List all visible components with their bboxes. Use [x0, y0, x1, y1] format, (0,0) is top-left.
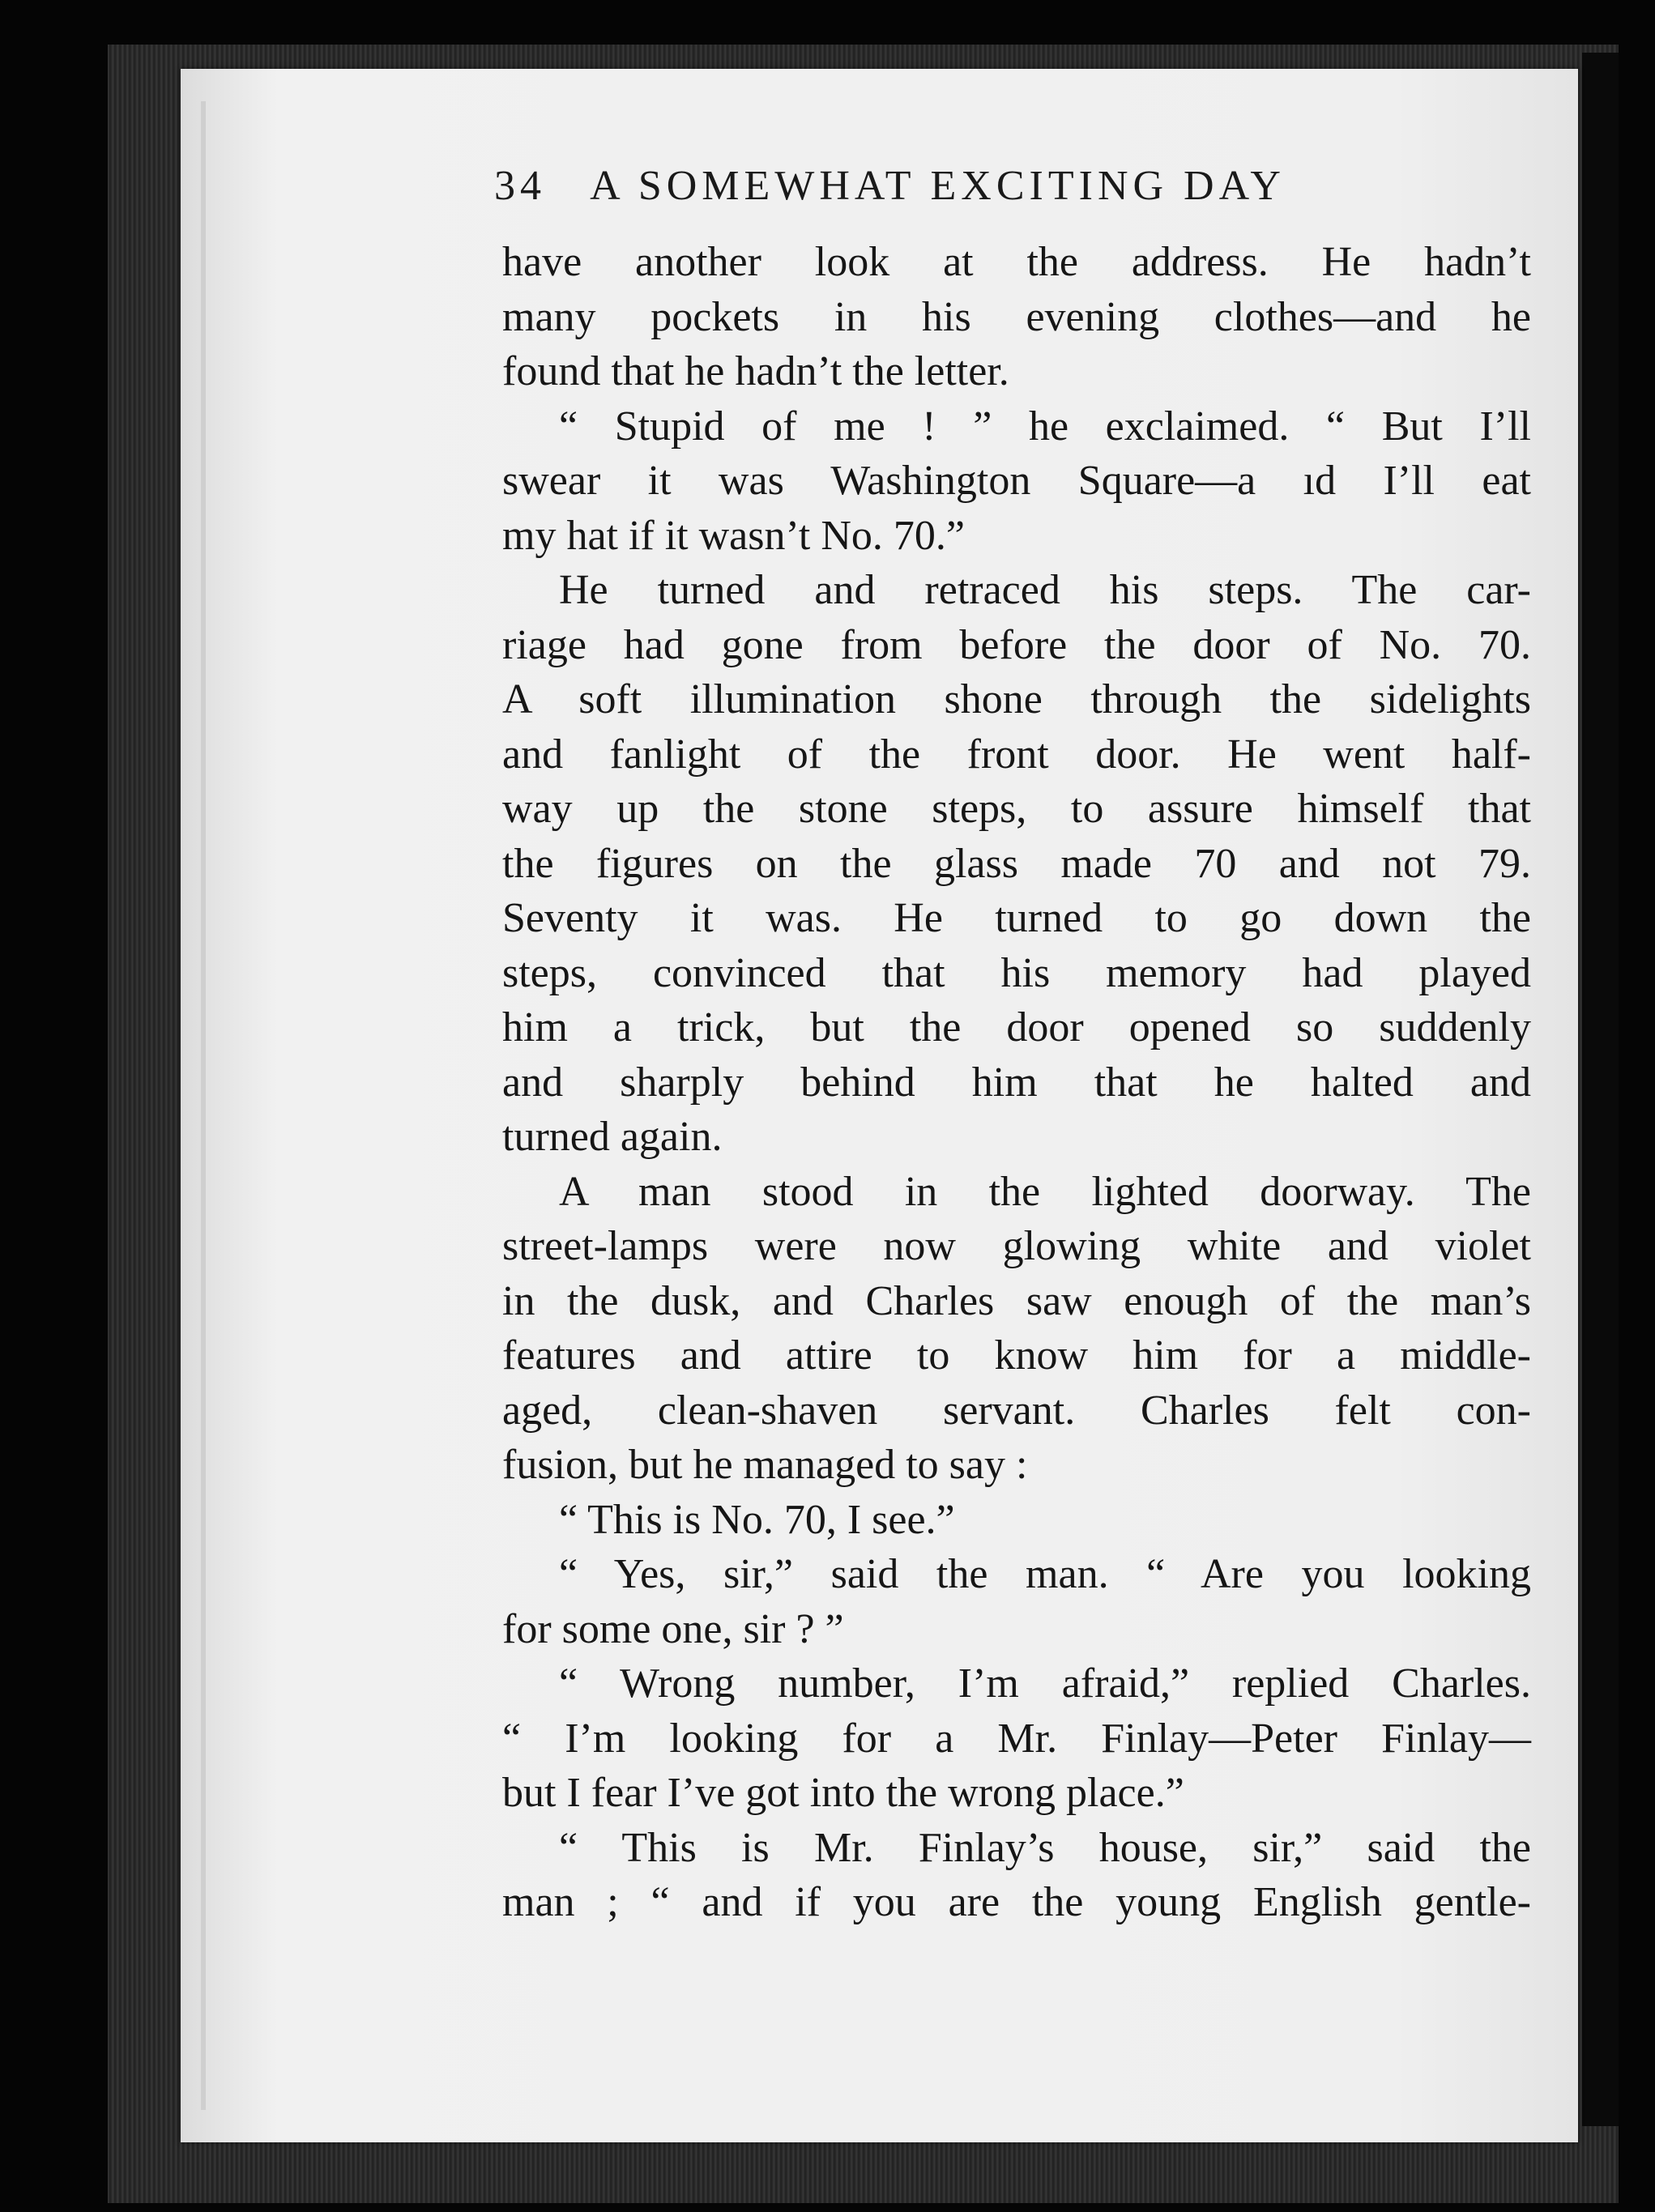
text-line: and sharply behind him that he halted and — [502, 1059, 1531, 1106]
text-line: street-lamps were now glowing white and violet — [502, 1223, 1531, 1269]
text-line: but I fear I’ve got into the wrong place.” — [502, 1770, 1184, 1816]
text-line: steps, convinced that his memory had played — [502, 949, 1531, 996]
text-line: the figures on the glass made 70 and not 79. — [502, 840, 1531, 887]
page-gutter — [201, 101, 206, 2110]
running-title: A SOMEWHAT EXCITING DAY — [590, 163, 1286, 209]
text-line: many pockets in his evening clothes—and he — [502, 293, 1531, 340]
text-line: Seventy it was. He turned to go down the — [502, 895, 1531, 941]
text-line: turned again. — [502, 1114, 723, 1160]
text-line: “ This is No. 70, I see.” — [559, 1496, 955, 1543]
text-line: “ Yes, sir,” said the man. “ Are you looking — [559, 1551, 1531, 1597]
text-line: A soft illumination shone through the sidelights — [502, 676, 1531, 722]
text-line: my hat if it wasn’t No. 70.” — [502, 512, 965, 559]
text-line: have another look at the address. He hadn’t — [502, 239, 1531, 285]
text-line: “ I’m looking for a Mr. Finlay—Peter Finlay— — [502, 1715, 1531, 1762]
text-line: in the dusk, and Charles saw enough of the man’s — [502, 1277, 1531, 1324]
text-line: for some one, sir ? ” — [502, 1605, 844, 1652]
text-line: “ Stupid of me ! ” he exclaimed. “ But I’ll — [559, 403, 1531, 450]
text-line: aged, clean-shaven servant. Charles felt con- — [502, 1387, 1531, 1434]
page-number: 34 — [494, 163, 546, 209]
text-line: found that he hadn’t the letter. — [502, 348, 1009, 394]
running-header — [494, 162, 1286, 210]
text-line: “ This is Mr. Finlay’s house, sir,” said the — [559, 1824, 1531, 1871]
text-line: “ Wrong number, I’m afraid,” replied Charles. — [559, 1660, 1531, 1707]
text-line: him a trick, but the door opened so suddenly — [502, 1004, 1531, 1051]
text-line: A man stood in the lighted doorway. The — [559, 1168, 1531, 1215]
text-line: and fanlight of the front door. He went half- — [502, 731, 1531, 778]
text-line: features and attire to know him for a middle- — [502, 1332, 1531, 1379]
book-cover-edge — [1582, 53, 1619, 2126]
text-line: riage had gone from before the door of No. 70. — [502, 621, 1531, 668]
text-line: man ; “ and if you are the young English gentle- — [502, 1879, 1531, 1925]
text-line: He turned and retraced his steps. The car- — [559, 567, 1531, 613]
text-line: fusion, but he managed to say : — [502, 1442, 1028, 1488]
text-line: way up the stone steps, to assure himself that — [502, 786, 1531, 832]
text-line: swear it was Washington Square—a ıd I’ll eat — [502, 458, 1531, 504]
body-text — [502, 235, 1531, 1930]
